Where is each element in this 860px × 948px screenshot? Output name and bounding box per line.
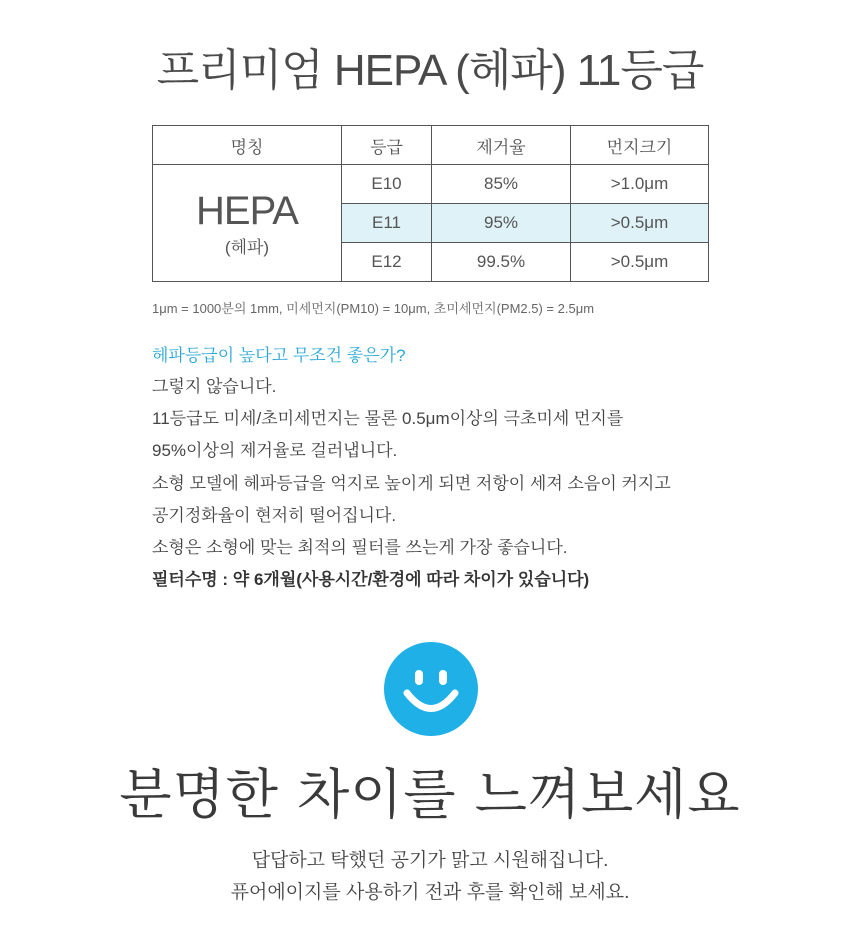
grade-cell: E12 <box>342 243 432 282</box>
size-cell: >0.5μm <box>571 204 709 243</box>
description <box>0 845 860 909</box>
table-row <box>153 165 709 204</box>
explanation-line: 95%이상의 제거율로 걸러냅니다. <box>152 441 398 461</box>
size-cell: >0.5μm <box>571 243 709 282</box>
grade-cell: E11 <box>342 204 432 243</box>
grade-cell: E10 <box>342 165 432 204</box>
smiley-face-icon <box>384 642 478 736</box>
description-line: 퓨어에이지를 사용하기 전과 후를 확인해 보세요. <box>230 882 630 903</box>
headline: 분명한 차이를 느껴보세요 <box>119 763 741 826</box>
size-cell: >1.0μm <box>571 165 709 204</box>
unit-note: 1μm = 1000분의 1mm, 미세먼지(PM10) = 10μm, 초미세먼지(PM2.5) = 2.5μm <box>152 301 595 316</box>
hepa-name-sub: (헤파) <box>224 237 270 257</box>
explanation-line: 공기정화율이 현저히 떨어집니다. <box>152 505 397 525</box>
hepa-grade-table <box>152 125 709 282</box>
column-header-dust-size: 먼지크기 <box>571 126 709 165</box>
hepa-name-cell <box>153 165 342 282</box>
explanation-line: 소형 모델에 헤파등급을 억지로 높이게 되면 저항이 세져 소음이 커지고 <box>152 473 671 493</box>
description-line: 답답하고 탁했던 공기가 맑고 시원해집니다. <box>251 850 609 871</box>
hepa-name-main: HEPA <box>196 188 298 233</box>
column-header-removal-rate: 제거율 <box>432 126 571 165</box>
explanation-line: 11등급도 미세/초미세먼지는 물론 0.5μm이상의 극초미세 먼지를 <box>152 409 624 429</box>
column-header-grade: 등급 <box>342 126 432 165</box>
filter-life-text: 필터수명 : 약 6개월(사용시간/환경에 따라 차이가 있습니다) <box>152 570 590 590</box>
question-heading: 헤파등급이 높다고 무조건 좋은가? <box>152 346 406 365</box>
page-title: 프리미엄 HEPA (헤파) 11등급 <box>156 46 704 95</box>
rate-cell: 85% <box>432 165 571 204</box>
rate-cell: 99.5% <box>432 243 571 282</box>
rate-cell: 95% <box>432 204 571 243</box>
explanation-line: 소형은 소형에 맞는 최적의 필터를 쓰는게 가장 좋습니다. <box>152 538 568 558</box>
table-header-row <box>153 126 709 165</box>
explanation-text <box>152 371 671 596</box>
column-header-name: 명칭 <box>153 126 342 165</box>
explanation-line: 그렇지 않습니다. <box>152 377 277 396</box>
